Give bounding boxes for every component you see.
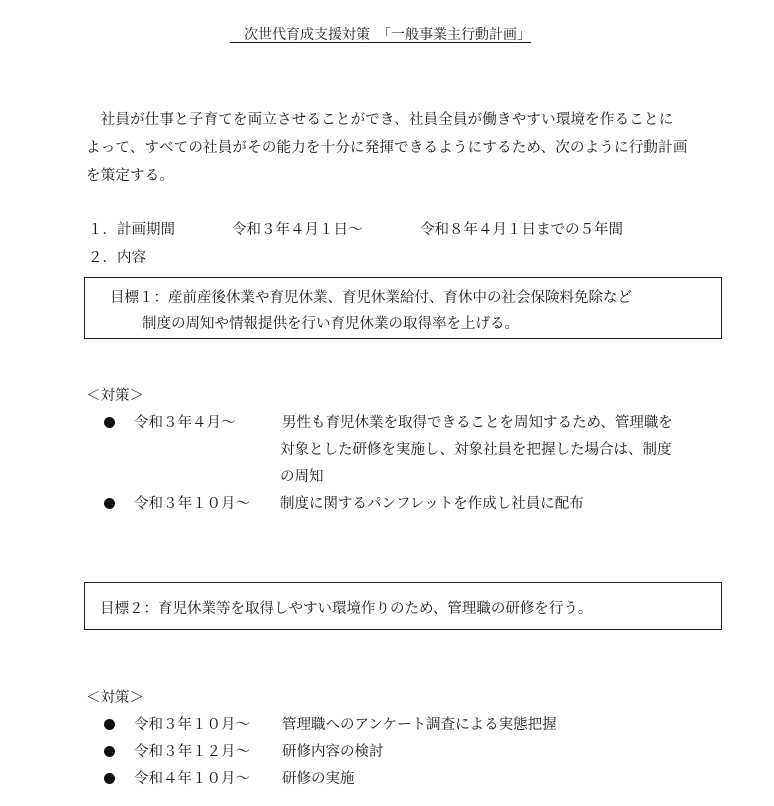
measure1-1-line-1: 男性も育児休業を取得できることを周知するため、管理職を (282, 415, 673, 431)
intro-line-1: 社員が仕事と子育てを両立させることができ、社員全員が働きやすい環境を作ることに (86, 112, 674, 128)
goal1-line-1: 目標１：産前産後休業や育児休業、育児休業給付、育休中の社会保険料免除など (110, 290, 632, 306)
measure2-2-date: 令和３年１２月～ (134, 744, 250, 760)
measure1-1-line-3: の周知 (280, 469, 324, 485)
document-title: 次世代育成支援対策 「一般事業主行動計画」 (230, 27, 531, 43)
bullet-icon (104, 746, 115, 757)
bullet-icon (104, 498, 115, 509)
intro-line-3: を策定する。 (86, 168, 175, 184)
measures1-heading: ＜対策＞ (86, 388, 144, 404)
measure1-1-date: 令和３年４月～ (134, 415, 236, 431)
section1-label: １．計画期間 (88, 222, 175, 238)
bullet-icon (104, 773, 115, 784)
bullet-icon (104, 417, 115, 428)
plan-period-from: 令和３年４月１日～ (232, 222, 363, 238)
measure1-1-line-2: 対象とした研修を実施し、対象社員を把握した場合は、制度 (280, 442, 672, 458)
measure2-3-text: 研修の実施 (282, 771, 355, 787)
measure2-1-text: 管理職へのアンケート調査による実態把握 (282, 717, 557, 733)
measure1-2-date: 令和３年１０月～ (134, 496, 250, 512)
goal1-line-2: 制度の周知や情報提供を行い育児休業の取得率を上げる。 (142, 316, 519, 332)
goal2-line-1: 目標２：育児休業等を取得しやすい環境作りのため、管理職の研修を行う。 (100, 601, 593, 617)
section2-label: ２．内容 (88, 250, 146, 266)
bullet-icon (104, 719, 115, 730)
plan-period-to: 令和８年４月１日までの５年間 (420, 222, 623, 238)
measure2-3-date: 令和４年１０月～ (134, 771, 250, 787)
measures2-heading: ＜対策＞ (86, 690, 144, 706)
measure1-2-text: 制度に関するパンフレットを作成し社員に配布 (280, 496, 584, 512)
intro-line-2: よって、すべての社員がその能力を十分に発揮できるようにするため、次のように行動計画 (86, 140, 688, 156)
measure2-2-text: 研修内容の検討 (282, 744, 384, 760)
measure2-1-date: 令和３年１０月～ (134, 717, 250, 733)
